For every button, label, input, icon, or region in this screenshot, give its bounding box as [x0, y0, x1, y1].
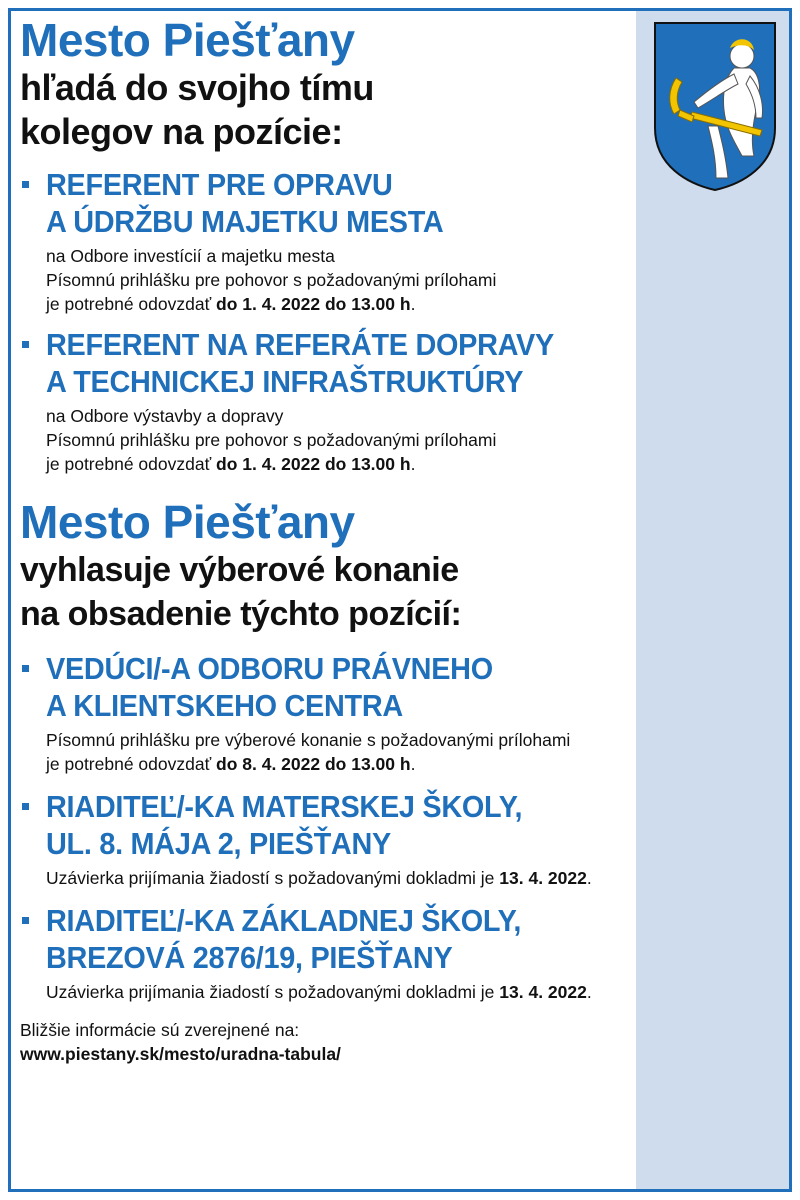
position-title-line2: A KLIENTSKEHO CENTRA: [46, 688, 403, 723]
note-prefix: Uzávierka prijímania žiadostí s požadovanými dokladmi je: [46, 982, 500, 1002]
position-title-line1: RIADITEĽ/-KA ZÁKLADNEJ ŠKOLY,: [46, 903, 522, 938]
bullet-icon: [22, 181, 29, 188]
position-apply-line2: [46, 752, 630, 776]
footer: [20, 1018, 630, 1066]
position-item: [20, 650, 630, 776]
suffix: .: [586, 868, 592, 888]
suffix: .: [586, 982, 592, 1002]
position-department: na Odbore investícií a majetku mesta: [46, 246, 335, 266]
position-apply-line2: [46, 292, 630, 316]
position-note: [46, 980, 630, 1004]
apply-prefix: je potrebné odovzdať: [46, 754, 217, 774]
section2-subtitle-line2: na obsadenie týchto pozícií:: [20, 595, 462, 633]
position-title-line1: VEDÚCI/-A ODBORU PRÁVNEHO: [46, 651, 493, 686]
deadline: 13. 4. 2022: [499, 982, 587, 1002]
position-item: [20, 788, 630, 890]
apply-prefix: je potrebné odovzdať: [46, 294, 217, 314]
suffix: .: [410, 294, 416, 314]
position-item: [20, 166, 630, 316]
position-title-line1: REFERENT NA REFERÁTE DOPRAVY: [46, 327, 554, 362]
position-department: na Odbore výstavby a dopravy: [46, 406, 284, 426]
suffix: .: [410, 454, 416, 474]
deadline: 13. 4. 2022: [499, 868, 587, 888]
footer-url[interactable]: www.piestany.sk/mesto/uradna-tabula/: [20, 1044, 341, 1064]
position-apply-line1: Písomnú prihlášku pre pohovor s požadovanými prílohami: [46, 430, 497, 450]
position-apply-line1: Písomnú prihlášku pre pohovor s požadovanými prílohami: [46, 270, 497, 290]
position-note: [46, 866, 630, 890]
position-item: [20, 326, 630, 476]
note-prefix: Uzávierka prijímania žiadostí s požadovanými dokladmi je: [46, 868, 500, 888]
position-title-line2: UL. 8. MÁJA 2, PIEŠŤANY: [46, 826, 391, 861]
position-title-line1: RIADITEĽ/-KA MATERSKEJ ŠKOLY,: [46, 789, 523, 824]
section1-title: Mesto Piešťany: [20, 14, 355, 66]
deadline: do 1. 4. 2022 do 13.00 h: [216, 294, 411, 314]
suffix: .: [410, 754, 416, 774]
deadline: do 8. 4. 2022 do 13.00 h: [216, 754, 411, 774]
bullet-icon: [22, 341, 29, 348]
section2-title: Mesto Piešťany: [20, 496, 355, 548]
apply-prefix: je potrebné odovzdať: [46, 454, 217, 474]
deadline: do 1. 4. 2022 do 13.00 h: [216, 454, 411, 474]
position-title-line2: BREZOVÁ 2876/19, PIEŠŤANY: [46, 940, 453, 975]
position-title-line2: A TECHNICKEJ INFRAŠTRUKTÚRY: [46, 364, 524, 399]
section1-subtitle-line1: hľadá do svojho tímu: [20, 67, 374, 108]
bullet-icon: [22, 665, 29, 672]
footer-info: Bližšie informácie sú zverejnené na:: [20, 1020, 300, 1040]
bullet-icon: [22, 917, 29, 924]
position-item: [20, 902, 630, 1004]
position-apply-line2: [46, 452, 630, 476]
section1-subtitle-line2: kolegov na pozície:: [20, 111, 343, 152]
city-coat-of-arms-icon: [650, 18, 780, 193]
position-title-line2: A ÚDRŽBU MAJETKU MESTA: [46, 204, 444, 239]
bullet-icon: [22, 803, 29, 810]
section2-subtitle-line1: vyhlasuje výberové konanie: [20, 551, 459, 589]
main-content: [20, 14, 630, 1066]
position-title-line1: REFERENT PRE OPRAVU: [46, 167, 393, 202]
position-apply-line1: Písomnú prihlášku pre výberové konanie s požadovanými prílohami: [46, 730, 571, 750]
